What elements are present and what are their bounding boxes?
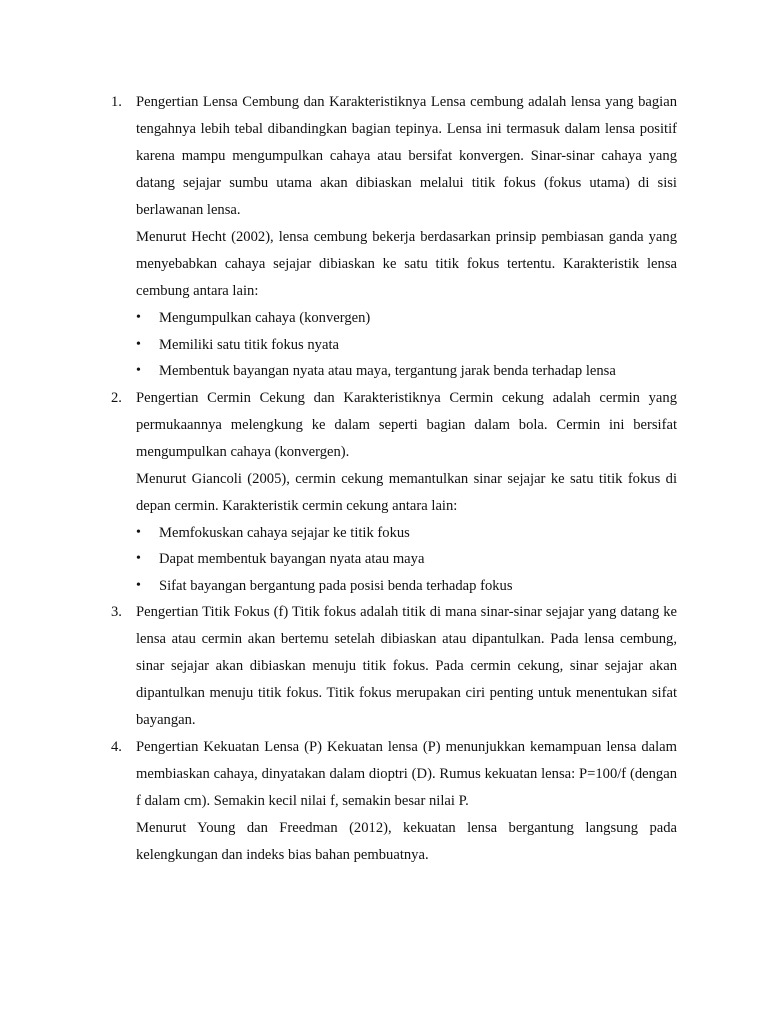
item-number: 3. — [111, 604, 122, 620]
numbered-list — [111, 89, 677, 869]
bullet-list — [136, 305, 677, 385]
bullet-text: Sifat bayangan bergantung pada posisi benda terhadap fokus — [159, 577, 513, 594]
bullet-icon: • — [136, 336, 141, 352]
bullet-text: Memiliki satu titik fokus nyata — [159, 336, 339, 353]
bullet-icon: • — [136, 524, 141, 540]
bullet-list — [136, 520, 677, 600]
bullet-text: Memfokuskan cahaya sejajar ke titik fokus — [159, 524, 410, 541]
paragraph: Menurut Young dan Freedman (2012), kekuatan lensa bergantung langsung pada kelengkungan dan indeks bias bahan pembuatnya. — [136, 820, 677, 863]
bullet-text: Membentuk bayangan nyata atau maya, tergantung jarak benda terhadap lensa — [159, 363, 616, 379]
paragraph: Menurut Giancoli (2005), cermin cekung memantulkan sinar sejajar ke satu titik fokus di depan cermin. Karakteristik cermin cekung antara lain: — [136, 470, 677, 514]
bullet-item — [136, 332, 677, 359]
item-number: 1. — [111, 94, 122, 110]
item-number: 4. — [111, 739, 122, 755]
bullet-item — [136, 305, 677, 332]
paragraph: Menurut Hecht (2002), lensa cembung bekerja berdasarkan prinsip pembiasan ganda yang menyebabkan cahaya sejajar dibiaskan ke satu titik fokus tertentu. Karakteristik lensa cembung antara lain: — [136, 229, 677, 299]
list-item-4 — [111, 734, 677, 869]
bullet-text: Mengumpulkan cahaya (konvergen) — [159, 310, 371, 326]
bullet-icon: • — [136, 310, 141, 325]
list-item-1 — [111, 89, 677, 385]
bullet-item — [136, 358, 677, 385]
bullet-item — [136, 520, 677, 547]
list-item-2 — [111, 385, 677, 600]
bullet-icon: • — [136, 363, 141, 378]
list-item-3 — [111, 599, 677, 734]
paragraph: Pengertian Kekuatan Lensa (P) Kekuatan lensa (P) menunjukkan kemampuan lensa dalam membiaskan cahaya, dinyatakan dalam dioptri (D). Rumus kekuatan lensa: P=100/f (dengan f dalam cm). Semakin kecil nilai f, semakin besar nilai P. — [136, 739, 677, 809]
bullet-icon: • — [136, 577, 141, 593]
bullet-text: Dapat membentuk bayangan nyata atau maya — [159, 551, 425, 567]
paragraph: Pengertian Titik Fokus (f) Titik fokus adalah titik di mana sinar-sinar sejajar yang datang ke lensa atau cermin akan bertemu setelah dibiaskan atau dipantulkan. Pada lensa cembung, sinar sejajar akan dibiaskan menuju titik fokus. Pada cermin cekung, sinar sejajar akan dipantulkan menuju titik fokus. Titik fokus merupakan ciri penting untuk menentukan sifat bayangan. — [136, 604, 677, 728]
paragraph: Pengertian Lensa Cembung dan Karakteristiknya Lensa cembung adalah lensa yang bagian tengahnya lebih tebal dibandingkan bagian tepinya. Lensa ini termasuk dalam lensa positif karena mampu mengumpulkan cahaya atau bersifat konvergen. Sinar-sinar cahaya yang datang sejajar sumbu utama akan dibiaskan melalui titik fokus (fokus utama) di sisi berlawanan lensa. — [136, 94, 677, 218]
bullet-item — [136, 573, 677, 600]
item-number: 2. — [111, 389, 122, 406]
bullet-item — [136, 546, 677, 573]
paragraph: Pengertian Cermin Cekung dan Karakteristiknya Cermin cekung adalah cermin yang permukaannya melengkung ke dalam seperti bagian dalam bola. Cermin ini bersifat mengumpulkan cahaya (konvergen). — [136, 389, 677, 460]
bullet-icon: • — [136, 551, 141, 566]
